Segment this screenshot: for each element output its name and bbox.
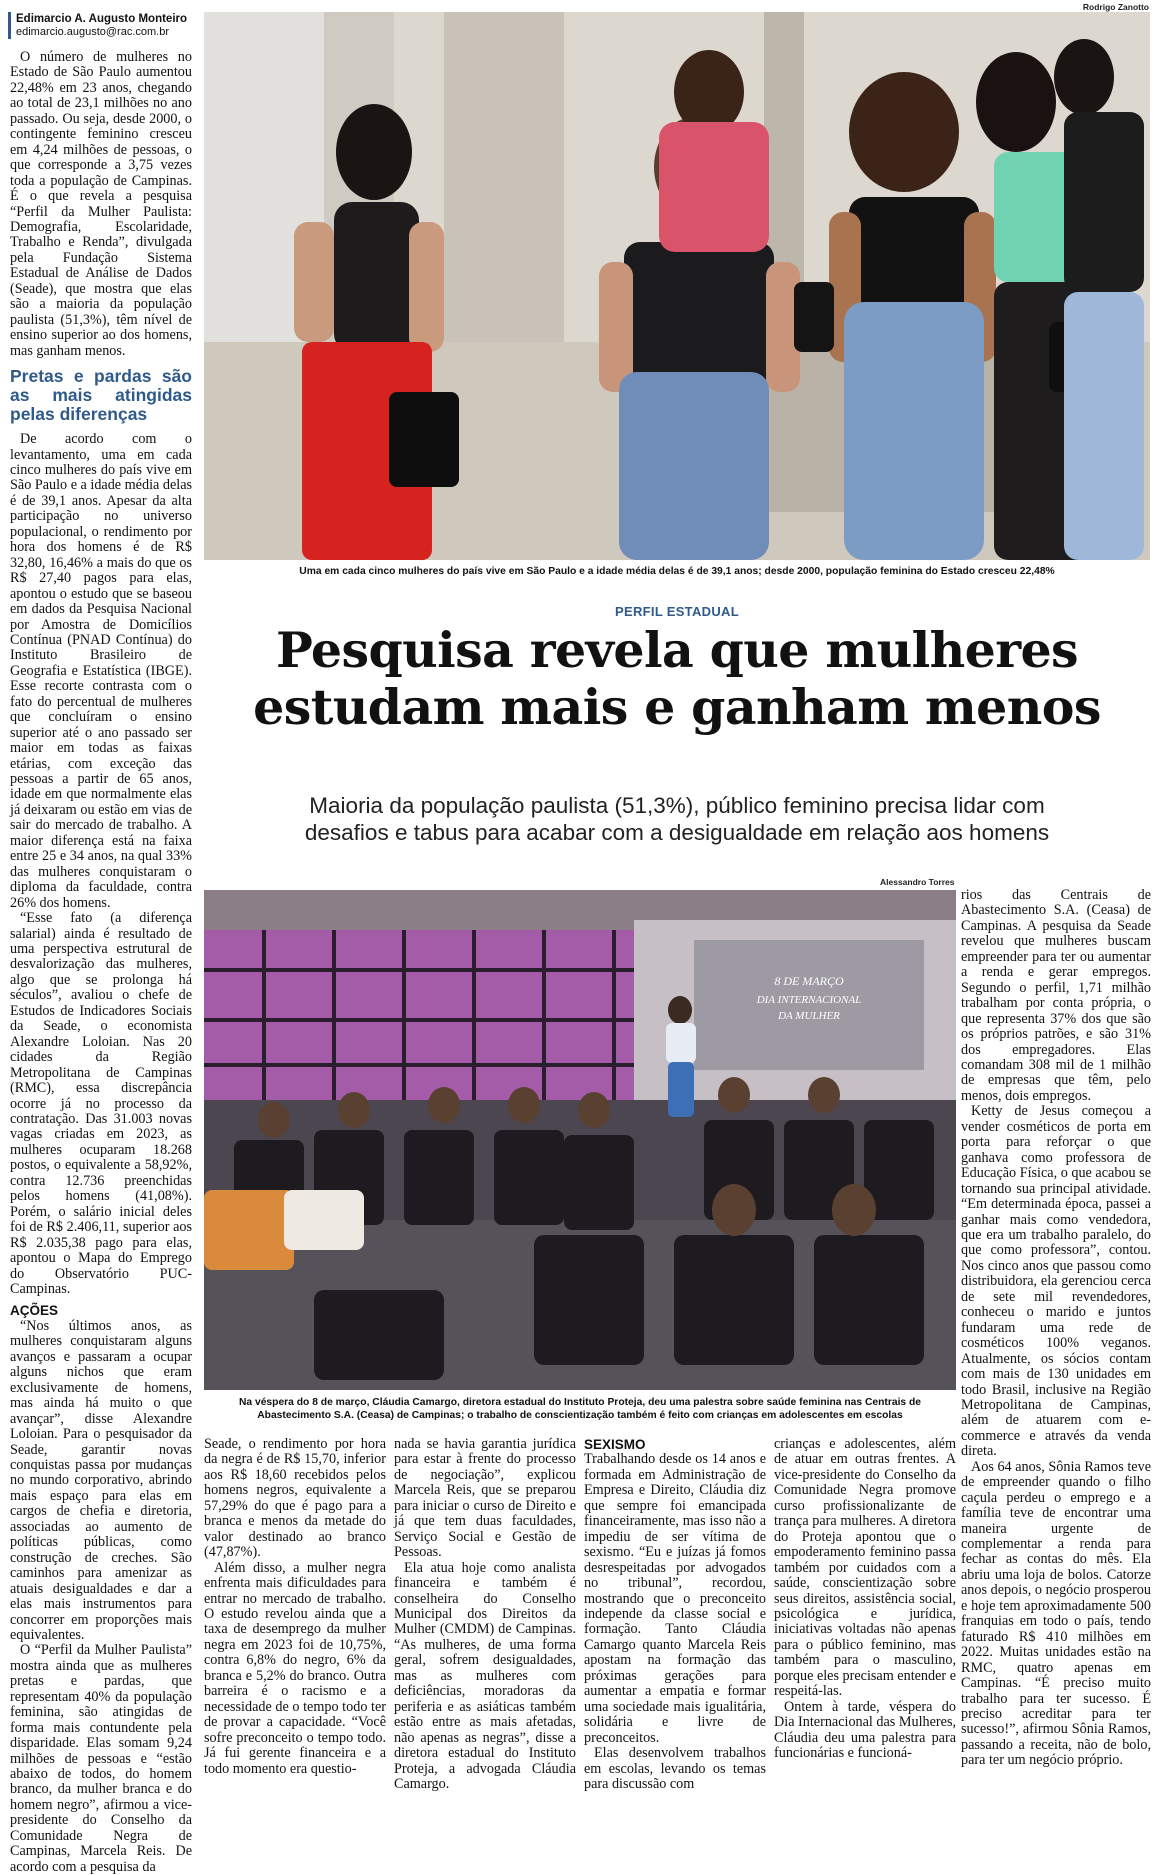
- byline: [8, 12, 206, 39]
- col4-paragraph: Elas desenvolvem trabalhos em escolas, levando os temas para discussão com: [584, 1745, 766, 1792]
- deck-line-1: Maioria da população paulista (51,3%), público feminino precisa lidar com: [309, 793, 1045, 818]
- headline: [204, 622, 1150, 736]
- photo-top-illustration: [204, 12, 1150, 560]
- col6-paragraph: rios das Centrais de Abastecimento S.A. (Ceasa) de Campinas. A pesquisa da Seade revelou que mulheres buscam empreender para ter ou aumentar a renda e gerar empregos. Segundo o perfil, 1,71 milhão trabalham por conta própria, o que representa 37% dos que são os próprios patrões, e são 31% dos empregadores. Elas comandam 308 mil de 1 milhão de empresas que têm, pelo menos, dois empregos.: [961, 887, 1151, 1104]
- headline-line-1: Pesquisa revela que mulheres: [275, 621, 1079, 679]
- section-head-acoes: AÇÕES: [10, 1303, 59, 1319]
- col3-paragraph: Ela atua hoje como analista financeira e também é conselheira do Conselho Municipal dos Direitos da Mulher (CMDM) de Campinas. “As mulheres, de uma forma geral, sofrem desigualdades, mas as mulheres com deficiências, moradoras da periferia e as asiáticas também estão entre as mais afetadas, não apenas as negras”, disse a diretora estadual do Instituto Proteja, a advogada Cláudia Camargo.: [394, 1559, 576, 1792]
- col5-paragraph: crianças e adolescentes, além de atuar em outras frentes. A vice-presidente do Conselho da Comunidade Negra promove curso profissionalizante de trança para mulheres. A diretora do Proteja apontou que o empoderamento feminino passa também por cuidados com a saúde, conscientização sobre seus direitos, assistência social, psicológica e jurídica, iniciativas voltadas não apenas para o público feminino, mas também para o masculino, porque eles precisam entender e respeitá-las.: [774, 1436, 956, 1700]
- col1-paragraph: De acordo com o levantamento, uma em cada cinco mulheres do país vive em São Paulo e a idade média delas é de 39,1 anos. Apesar da alta participação no universo populacional, o rendimento por hora dos homens é de R$ 32,80, 16,46% a mais do que os R$ 27,40 pagos para elas, apontou o estudo que se baseou em dados da Pesquisa Nacional por Amostra de Domicílios Contínua (PNAD Contínua) do Instituto Brasileiro de Geografia e Estatística (IBGE). Esse recorte contrasta com o fato do percentual de mulheres que concluíram o ensino superior até o ano passado ser maior em todas as faixas etárias, com exceção das pessoas a partir de 65 anos, idade em que normalmente elas já deixaram ou estão em vias de sair do mercado de trabalho. A maior diferença está na faixa entre 25 e 34 anos, na qual 33% das mulheres conquistaram o diploma da faculdade, contra 26% dos homens.: [10, 431, 193, 911]
- photo-credit-top: Rodrigo Zanotto: [1082, 2, 1149, 12]
- col1-paragraph: O número de mulheres no Estado de São Paulo aumentou 22,48% em 23 anos, chegando ao total de 23,1 milhões no ano passado. Ou seja, desde 2000, o contingente feminino cresceu em 4,24 milhões de pessoas, o que corresponde a 3,75 vezes toda a população de Campinas. É o que revela a pesquisa “Perfil da Mulher Paulista: Demografia, Escolaridade, Trabalho e Renda”, divulgada pela Fundação Sistema Estadual de Análise de Dados (Seade), que mostra que elas são a maioria da população paulista (51,3%), têm nível de ensino superior ao dos homens, mas ganham menos.: [10, 49, 192, 359]
- subhead: Pretas e pardas são as mais atingidas pelas diferenças: [10, 366, 192, 425]
- column-4: [584, 1437, 766, 1792]
- photo-bottom: [204, 890, 956, 1390]
- photo-bottom-caption-line-2: Abastecimento S.A. (Ceasa) de Campinas; o trabalho de conscientização também é feito com crianças em adolescentes em escolas: [257, 1410, 903, 1421]
- photo-top-caption: Uma em cada cinco mulheres do país vive em São Paulo e a idade média delas é de 39,1 anos; desde 2000, população feminina do Estado cresceu 22,48%: [299, 566, 1055, 577]
- col1-paragraph: “Esse fato (a diferença salarial) ainda é resultado de uma perspectiva estrutural de desvalorização das mulheres, algo que se prolonga há séculos”, avaliou o chefe de Estudos de Indicadores Sociais da Seade, o economista Alexandre Loloian. Nas 20 cidades da Região Metropolitana de Campinas (RMC), essa discrepância ocorre já no processo da contratação. Das 31.003 novas vagas criadas em 2023, as mulheres ocuparam 18.268 postos, o equivalente a 58,92%, contra 12.736 preenchidas pelos homens (41,08%). Porém, o salário inicial deles foi de R$ 2.406,11, superior aos R$ 2.035,38 pago para elas, apontou o Mapa do Emprego do Observatório PUC-Campinas.: [10, 910, 192, 1297]
- col1-paragraph: “Nos últimos anos, as mulheres conquistaram alguns avanços e passaram a ocupar alguns nichos que eram exclusivamente de homens, mas ainda há muito o que avançar”, disse Alexandre Loloian. Para o pesquisador da Seade, garantir novas conquistas passa por mudanças no mundo corporativo, abrindo mais espaço para elas em cargos de chefia e diretoria, associadas ao aumento de políticas públicas, como construção de creches. São caminhos para amenizar as atuais desigualdades e dar a elas mais instrumentos para concorrer em proporções mais equivalentes.: [10, 1317, 192, 1643]
- section-head-sexismo: SEXISMO: [584, 1437, 646, 1452]
- photo-bottom-illustration: [204, 890, 956, 1390]
- col1-paragraph: O “Perfil da Mulher Paulista” mostra ainda que as mulheres pretas e pardas, que representam 40% da população feminina, são atingidas de forma mais contundente pela disparidade. Elas somam 9,24 milhões de pessoas e “estão abaixo de todos, do homem branco, da mulher branca e do homem negro”, afirmou a vice-presidente do Conselho da Comunidade Negra de Campinas, Marcela Reis. De acordo com a pesquisa da: [10, 1642, 192, 1875]
- column-1: [10, 49, 193, 1875]
- col2-paragraph: Seade, o rendimento por hora da negra é de R$ 15,70, inferior aos R$ 18,60 recebidos pelos homens negros, equivalente a 57,29% do que é pago para a branca e menos da metade do valor destinado ao branco (47,87%).: [204, 1436, 386, 1561]
- photo-bottom-caption: [204, 1396, 956, 1422]
- screen-text-2: DIA INTERNACIONAL: [756, 994, 862, 1006]
- screen-text-3: DA MULHER: [778, 1010, 840, 1022]
- col6-paragraph: Ketty de Jesus começou a vender cosméticos de porta em porta para reforçar o que ganhava como professora de Educação Física, o que acabou se tornando sua principal atividade. “Em determinada época, passei a ganhar mais como vendedora, que era um trabalho paralelo, do que como professora”, contou. Nos cinco anos que passou como distribuidora, ela gerenciou cerca de sete mil revendedores, conheceu o marido e juntos fundaram uma rede de cosméticos 100% veganos. Atualmente, os sócios contam com mais de 130 unidades em todo Brasil, inclusive na Região Metropolitana de Campinas, além de atuarem com e-commerce e através da venda direta.: [961, 1103, 1151, 1460]
- column-3: [394, 1436, 576, 1792]
- column-2: [204, 1436, 386, 1777]
- photo-bottom-caption-line-1: Na véspera do 8 de março, Cláudia Camargo, diretora estadual do Instituto Proteja, deu uma palestra sobre saúde feminina nas Centrais de: [238, 1397, 922, 1408]
- col2-paragraph: Além disso, a mulher negra enfrenta mais dificuldades para entrar no mercado de trabalho. O estudo revelou ainda que a taxa de desemprego da mulher negra em 2023 foi de 10,75%, contra 6,8% do negro, 6% da branca e 5,2% do branco. Outra barreira é o racismo e a necessidade de o tempo todo ter de provar a capacidade. “Você sofre preconceito o tempo todo. Já fui gerente financeira e a todo momento era questio-: [204, 1559, 386, 1777]
- photo-credit-bottom: Alessandro Torres: [880, 877, 955, 887]
- deck-line-2: desafios e tabus para acabar com a desigualdade em relação aos homens: [304, 820, 1050, 845]
- byline-email: edimarcio.augusto@rac.com.br: [16, 26, 170, 38]
- screen-text-1: 8 DE MARÇO: [774, 974, 844, 988]
- headline-line-2: estudam mais e ganham menos: [253, 678, 1101, 736]
- col5-paragraph: Ontem à tarde, véspera do Dia Internacional das Mulheres, Cláudia deu uma palestra para funcionárias e funcioná-: [774, 1698, 957, 1762]
- col3-paragraph: nada se havia garantia jurídica para estar à frente do processo de negociação”, explicou Marcela Reis, que se preparou para iniciar o curso de Direito e já que tem duas faculdades, Serviço Social e Gestão de Pessoas.: [394, 1436, 576, 1561]
- column-5: [774, 1437, 956, 1767]
- column-6: [961, 888, 1151, 1768]
- photo-top: [204, 12, 1150, 560]
- kicker: PERFIL ESTADUAL: [615, 604, 739, 619]
- col6-paragraph: Aos 64 anos, Sônia Ramos teve de empreender quando o filho caçula perdeu o emprego e a família teve de encontrar uma maneira urgente de complementar a renda para fechar as contas do mês. Ela abriu uma loja de bolos. Catorze anos depois, o negócio prosperou e hoje tem aproximadamente 500 franquias em todo o país, tendo faturado R$ 410 milhões em 2022. Muitas unidades estão na RMC, quatro apenas em Campinas. “É preciso muito trabalho para ter sucesso. É preciso acreditar para ter sucesso!”, afirmou Sônia Ramos, passando a receita, não de bolo, para ter um negócio próprio.: [961, 1458, 1151, 1769]
- col4-paragraph: Trabalhando desde os 14 anos e formada em Administração de Empresa e Direito, Cláudia diz que sempre foi emancipada financeiramente, mas isso não a impediu de ser vítima de sexismo. “Eu e juízas já fomos desrespeitadas por advogados no tribunal”, recordou, mostrando que o preconceito independe da classe social e formação. Tanto Cláudia Camargo quanto Marcela Reis apostam na formação das próximas gerações para aumentar a empatia e formar uma sociedade mais igualitária, solidária e livre de preconceitos.: [584, 1451, 766, 1746]
- deck: [204, 792, 1150, 846]
- byline-author: Edimarcio A. Augusto Monteiro: [16, 13, 188, 25]
